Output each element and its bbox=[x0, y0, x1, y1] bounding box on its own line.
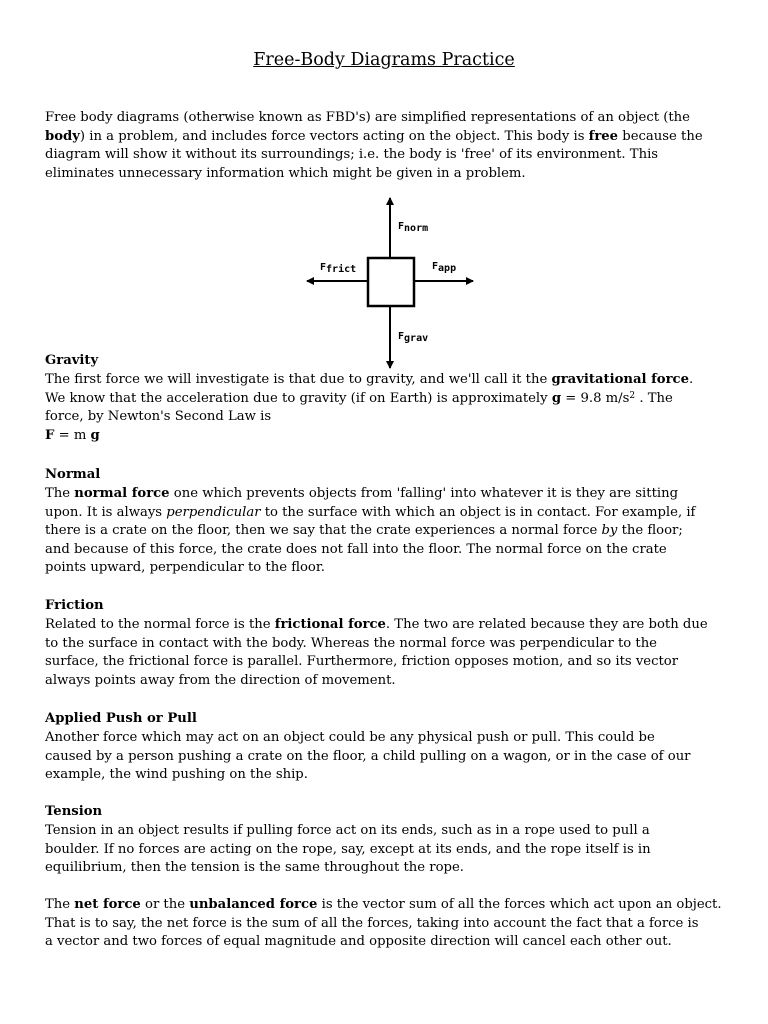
applied-line: Another force which may act on an object could be any physical push or pull. This could be bbox=[45, 730, 655, 745]
heading-normal: Normal bbox=[45, 467, 101, 482]
intro-line: eliminates unnecessary information which might be given in a problem. bbox=[45, 165, 526, 181]
gravity-paragraph bbox=[45, 371, 735, 445]
friction-line: surface, the frictional force is parallel. Furthermore, friction opposes motion, and so its vector bbox=[45, 654, 679, 670]
intro-paragraph bbox=[45, 109, 735, 183]
friction-line: to the surface in contact with the body. Whereas the normal force was perpendicular to the bbox=[45, 635, 657, 651]
free-body-diagram bbox=[300, 192, 480, 372]
gravity-line: The first force we will investigate is that due to gravity, and we'll call it the gravitational force. bbox=[45, 372, 694, 387]
applied-line: example, the wind pushing on the ship. bbox=[45, 767, 308, 783]
normal-line: The normal force one which prevents objects from 'falling' into whatever it is they are sitting bbox=[45, 486, 679, 501]
term-body: body bbox=[45, 128, 80, 144]
gravity-line: We know that the acceleration due to gravity (if on Earth) is approximately g = 9.8 $m/s^2$ . The bbox=[45, 390, 673, 406]
friction-paragraph bbox=[45, 616, 735, 690]
intro-line: diagram will show it without its surroundings; i.e. the body is 'free' of its environment. This bbox=[45, 147, 659, 163]
applied-line: caused by a person pushing a crate on the floor, a child pulling on a wagon, or in the case of our bbox=[45, 748, 691, 764]
normal-line: points upward, perpendicular to the floor. bbox=[45, 560, 325, 576]
label-f-grav: Fgrav bbox=[398, 331, 429, 344]
tension-line: equilibrium, then the tension is the same throughout the rope. bbox=[45, 860, 464, 876]
net-line: The net force or the unbalanced force is the vector sum of all the forces which act upon an object. bbox=[45, 897, 722, 912]
gravity-line: force, by Newton's Second Law is bbox=[45, 409, 272, 425]
term-unbalanced-force: unbalanced force bbox=[189, 897, 318, 912]
newton-formula: F = m g bbox=[45, 427, 100, 443]
normal-paragraph bbox=[45, 485, 735, 578]
heading-gravity: Gravity bbox=[45, 353, 99, 368]
net-line: That is to say, the net force is the sum of all the forces, taking into account the fact that a force is bbox=[45, 915, 699, 931]
tension-paragraph bbox=[45, 822, 735, 878]
normal-line: and because of this force, the crate does not fall into the floor. The normal force on the crate bbox=[45, 541, 667, 557]
intro-line: body) in a problem, and includes force vectors acting on the object. This body is free because the bbox=[45, 128, 703, 144]
tension-line: boulder. If no forces are acting on the rope, say, except at its ends, and the rope itself is in bbox=[45, 841, 651, 857]
friction-line: always points away from the direction of movement. bbox=[45, 672, 396, 688]
label-f-norm: Fnorm bbox=[398, 221, 429, 234]
label-f-frict: Ffrict bbox=[320, 262, 357, 275]
term-normal-force: normal force bbox=[74, 486, 170, 501]
intro-line: Free body diagrams (otherwise known as FBD's) are simplified representations of an object (the bbox=[45, 110, 690, 125]
term-gravitational-force: gravitational force bbox=[551, 372, 689, 387]
tension-line: Tension in an object results if pulling force act on its ends, such as in a rope used to pull a bbox=[45, 823, 650, 838]
normal-line: upon. It is always perpendicular to the surface with which an object is in contact. For example, if bbox=[45, 504, 696, 520]
normal-line: there is a crate on the floor, then we say that the crate experiences a normal force by the floor; bbox=[45, 523, 683, 539]
net-line: a vector and two forces of equal magnitude and opposite direction will cancel each other out. bbox=[45, 934, 672, 950]
symbol-g: g bbox=[551, 390, 562, 406]
term-net-force: net force bbox=[74, 897, 141, 912]
label-f-app: Fapp bbox=[432, 261, 457, 274]
body-box bbox=[368, 258, 414, 306]
net-force-paragraph bbox=[45, 896, 735, 952]
heading-applied: Applied Push or Pull bbox=[45, 711, 197, 726]
heading-friction: Friction bbox=[45, 598, 104, 613]
applied-paragraph bbox=[45, 729, 735, 785]
heading-tension: Tension bbox=[45, 804, 103, 819]
friction-line: Related to the normal force is the frictional force. The two are related because they are both due bbox=[45, 617, 708, 632]
term-frictional-force: frictional force bbox=[274, 617, 386, 632]
term-free: free bbox=[588, 128, 619, 144]
page-title: Free-Body Diagrams Practice bbox=[253, 50, 515, 70]
